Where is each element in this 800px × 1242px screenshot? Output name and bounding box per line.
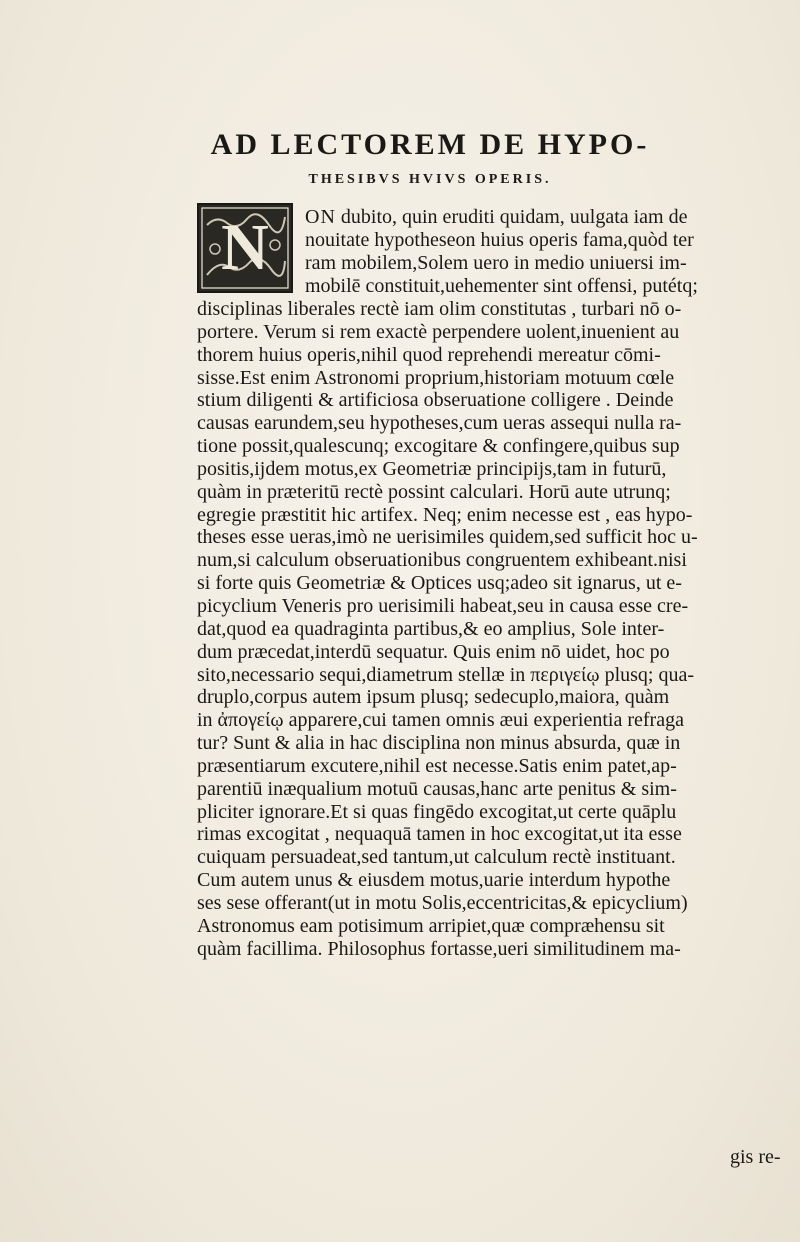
text-line: quàm in præteritū rectè possint calculari. Horū aute utrunq;: [197, 480, 671, 503]
text-line: ram mobilem,Solem uero in medio uniuersi im-: [305, 252, 687, 274]
main-text-block: [197, 298, 698, 960]
text-line: theses esse ueras,imò ne uerisimiles quidem,sed sufficit hoc u-: [197, 526, 698, 549]
text-line: si forte quis Geometriæ & Optices usq;adeo sit ignarus, ut e-: [197, 572, 682, 595]
decorated-initial: [197, 203, 293, 293]
page-title: AD LECTOREM DE HYPO-: [210, 128, 650, 161]
text-line: num,si calculum obseruationibus congruentem exhibeant.nisi: [197, 549, 687, 572]
text-line: Astronomus eam potisimum arripiet,quæ compræhensu sit: [197, 914, 665, 937]
initial-letter: N: [221, 211, 269, 284]
text-line: quàm facillima. Philosophus fortasse,ueri similitudinem ma-: [197, 937, 681, 960]
text-line: portere. Verum si rem exactè perpendere uolent,inuenient au: [197, 320, 680, 343]
text-beside-initial: [305, 206, 698, 298]
page-subtitle: THESIBVS HVIVS OPERIS.: [308, 172, 552, 187]
text-line: dum præcedat,interdū sequatur. Quis enim nō uidet, hoc po: [197, 640, 670, 663]
text-line: egregie præstitit hic artifex. Neq; enim necesse est , eas hypo-: [197, 503, 693, 526]
text-line: parentiū inæqualium motuū causas,hanc arte penitus & sim-: [197, 777, 677, 800]
text-line: in ἀπογείῳ apparere,cui tamen omnis æui experientia refraga: [197, 709, 684, 732]
first-word: ON: [305, 206, 336, 228]
catchword: gis re-: [730, 1146, 781, 1168]
text-line: rimas excogitat , nequaquā tamen in hoc excogitat,ut ita esse: [197, 823, 682, 846]
text-line: thorem huius operis,nihil quod reprehendi mereatur cōmi-: [197, 343, 661, 366]
text-line: positis,ijdem motus,ex Geometriæ principijs,tam in futurū,: [197, 457, 667, 480]
text-line: ses sese offerant(ut in motu Solis,eccentricitas,& epicyclium): [197, 891, 688, 914]
text-line: tione possit,qualescunq; excogitare & confingere,quibus sup: [197, 435, 680, 458]
text-line: sito,necessario sequi,diametrum stellæ in περιγείῳ plusq; qua-: [197, 663, 695, 686]
text-line: mobilē constituit,uehementer sint offensi, putétq;: [305, 275, 698, 297]
text-line: picyclium Veneris pro uerisimili habeat,seu in causa esse cre-: [197, 594, 689, 617]
text-line: cuiquam persuadeat,sed tantum,ut calculum rectè instituant.: [197, 846, 676, 869]
text-line: sisse.Est enim Astronomi proprium,historiam motuum cœle: [197, 366, 675, 389]
text-line: nouitate hypotheseon huius operis fama,quòd ter: [305, 229, 694, 251]
text-line: stium diligenti & artificiosa obseruatione colligere . Deinde: [197, 389, 674, 412]
text-line: disciplinas liberales rectè iam olim constitutas , turbari nō o-: [197, 298, 682, 320]
text-line: causas earundem,seu hypotheses,cum ueras assequi nulla ra-: [197, 412, 682, 435]
text-line: pliciter ignorare.Et si quas fingēdo excogitat,ut certe quāplu: [197, 800, 677, 823]
text-line: druplo,corpus autem ipsum plusq; sedecuplo,maiora, quàm: [197, 686, 670, 709]
text-line: Cum autem unus & eiusdem motus,uarie interdum hypothe: [197, 869, 671, 892]
text-line: tur? Sunt & alia in hac disciplina non minus absurda, quæ in: [197, 732, 681, 755]
text-line: ON dubito, quin eruditi quidam, uulgata iam de: [305, 206, 688, 228]
text-line: præsentiarum excutere,nihil est necesse.Satis enim patet,ap-: [197, 754, 677, 777]
text-line: dat,quod ea quadraginta partibus,& eo amplius, Sole inter-: [197, 617, 665, 640]
